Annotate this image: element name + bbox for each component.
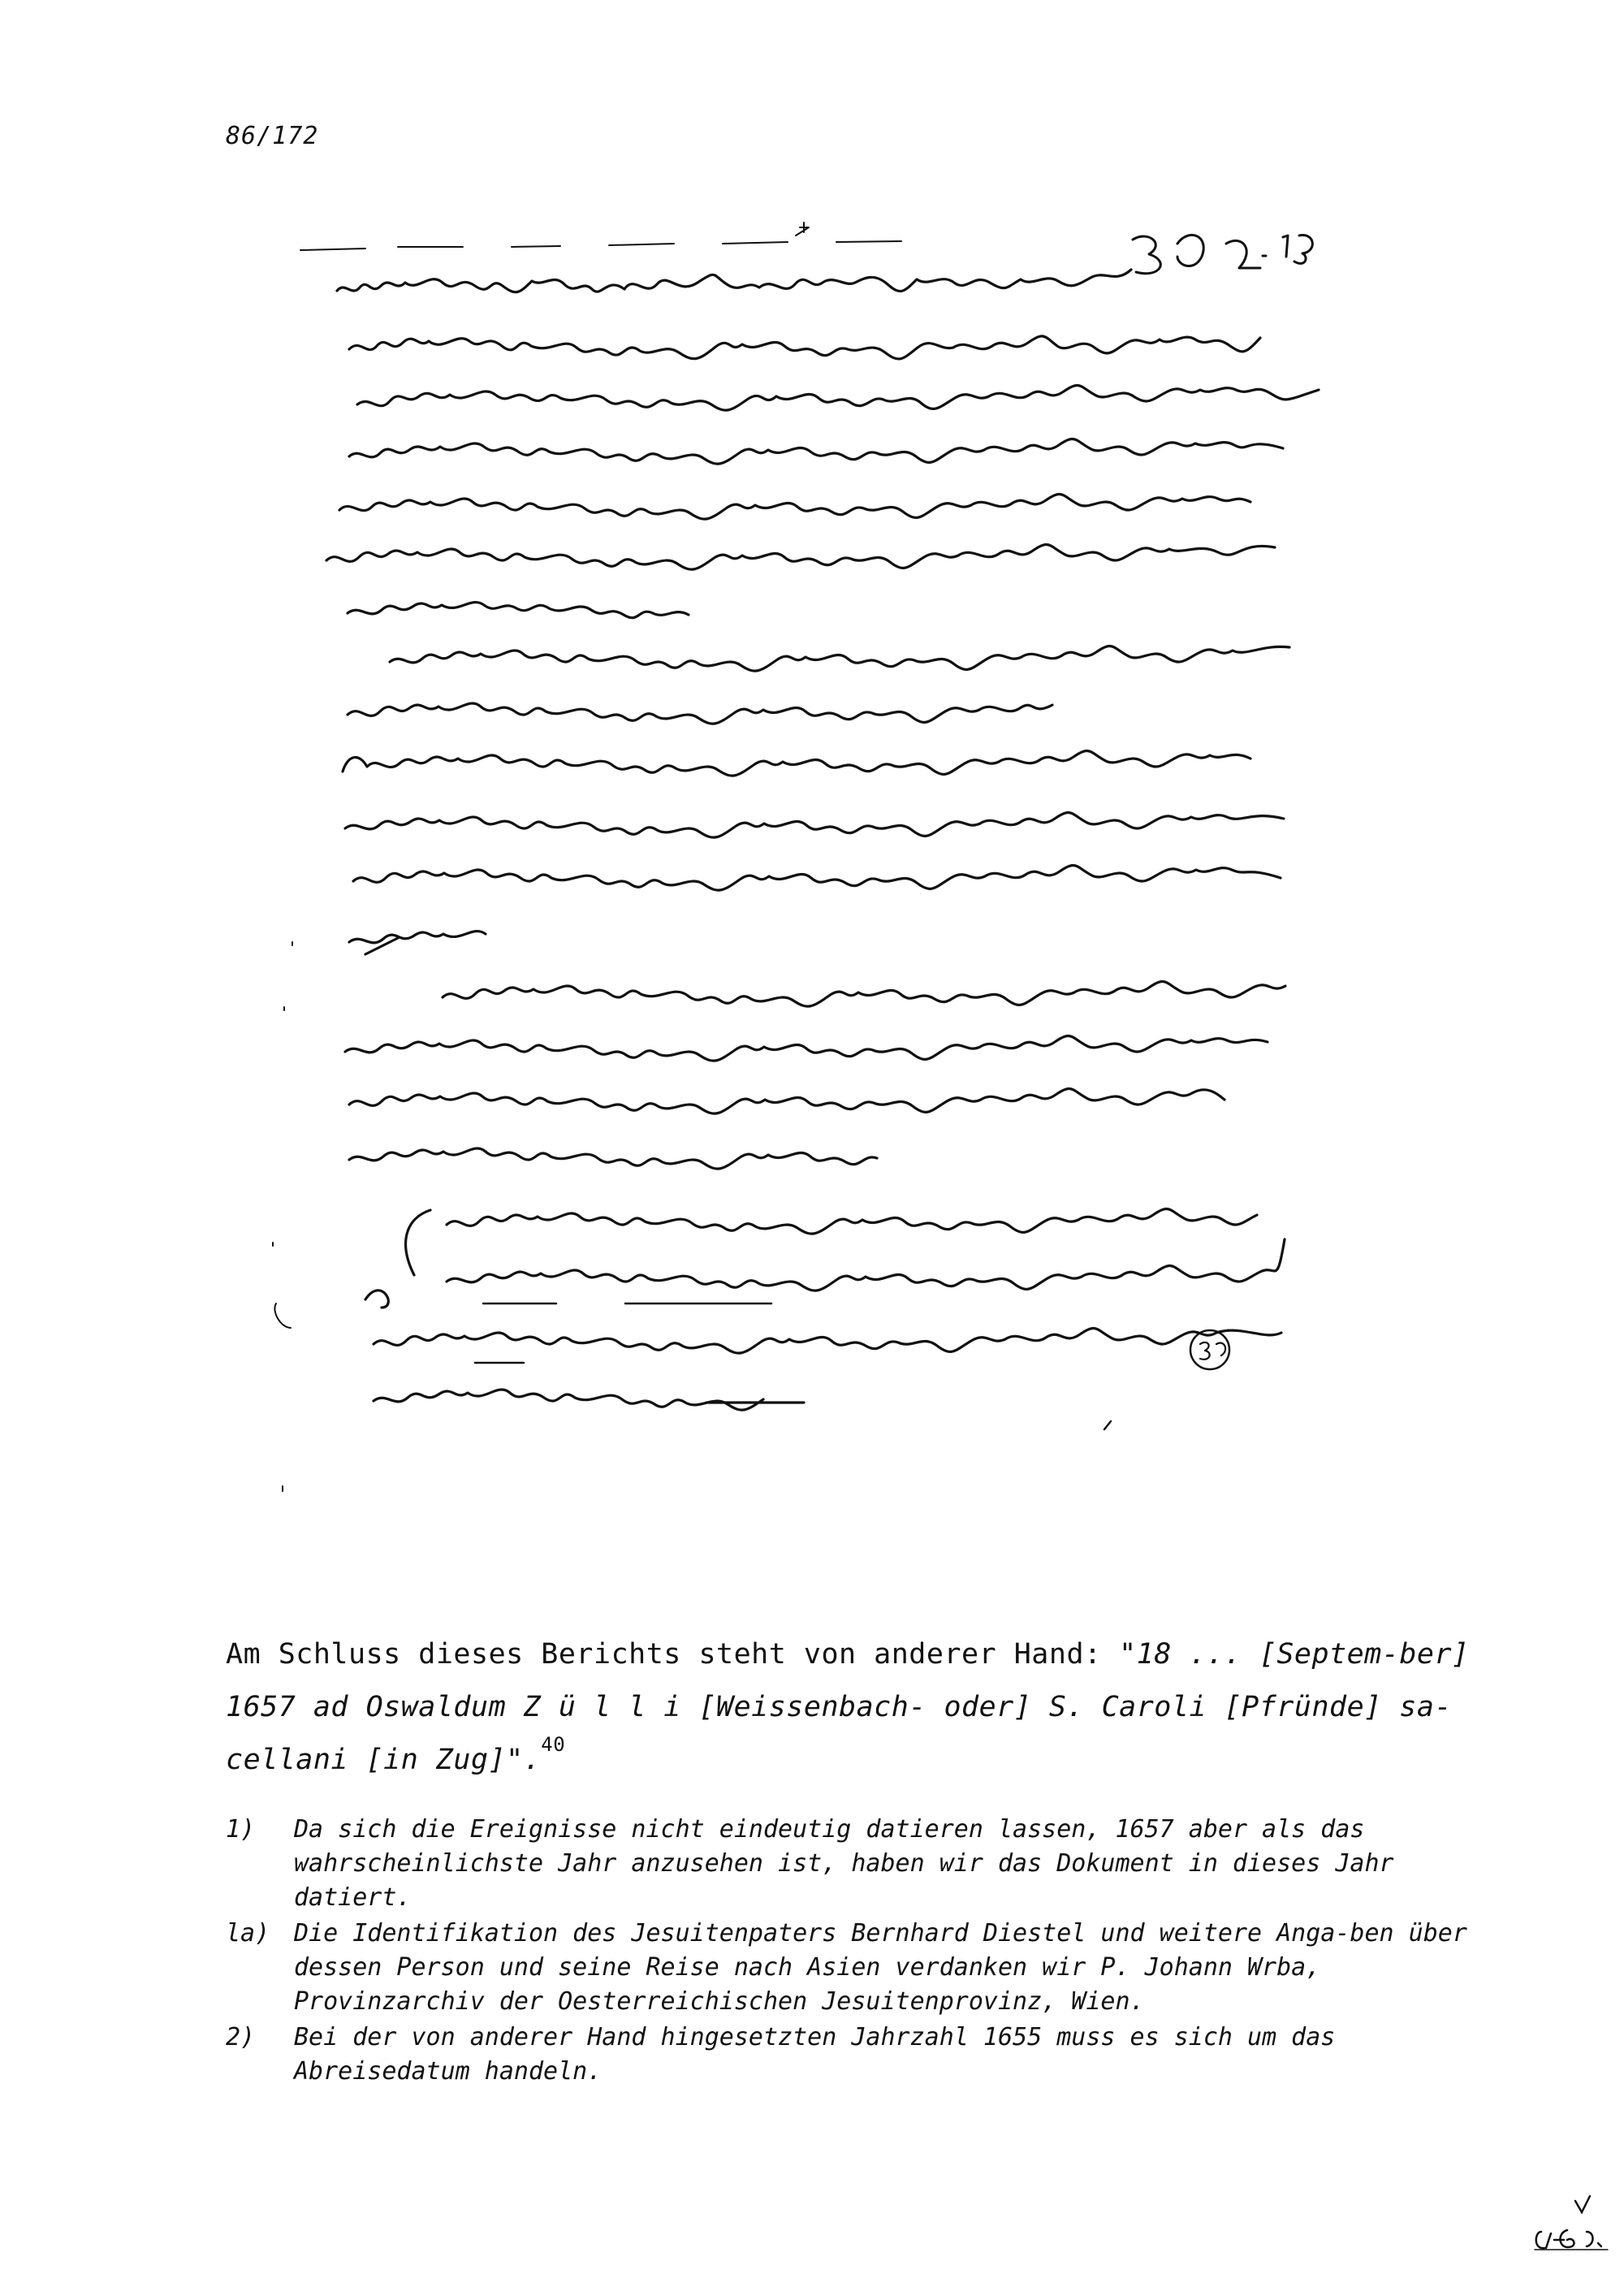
summary-quotation: "18 ... [Septem-ber] 1657 ad Oswaldum Z ü l l i [Weissenbach- oder] S. Caroli [Pfründe] sa-cellani [in Zug]". [226, 1638, 1470, 1776]
footnote-text: Bei der von anderer Hand hingesetzten Jahrzahl 1655 muss es sich um das Abreisedatum handeln. [294, 2023, 1336, 2086]
footnotes [226, 1813, 1501, 2090]
summary-intro: Am Schluss dieses Berichts steht von anderer Hand: [226, 1638, 1120, 1671]
manuscript-scan [268, 211, 1437, 1502]
footnote-marker: 2) [226, 2023, 256, 2051]
footnote-text: Da sich die Ereignisse nicht eindeutig datieren lassen, 1657 aber als das wahrscheinlichste Jahr anzusehen ist, haben wir das Dokument in dieses Jahr datiert. [294, 1815, 1394, 1912]
footnote-marker: la) [226, 1919, 270, 1948]
check-mark-icon [1527, 2193, 1616, 2266]
handwritten-corner-mark [1527, 2193, 1616, 2266]
summary-paragraph [226, 1628, 1492, 1787]
footnote-marker: 1) [226, 1815, 256, 1844]
footnote-item [226, 1813, 1501, 1915]
footnote-reference: 40 [541, 1733, 566, 1756]
page-number: 86/172 [226, 122, 319, 150]
footnote-item [226, 1917, 1501, 2019]
footnote-item [226, 2021, 1501, 2089]
footnote-text: Die Identifikation des Jesuitenpaters Bernhard Diestel und weitere Anga-ben über dessen Person und seine Reise nach Asien verdanken wir P. Johann Wrba, Provinzarchiv der Oesterreichischen Jesuitenprovinz, Wien. [294, 1919, 1467, 2016]
handwritten-manuscript [268, 211, 1437, 1502]
